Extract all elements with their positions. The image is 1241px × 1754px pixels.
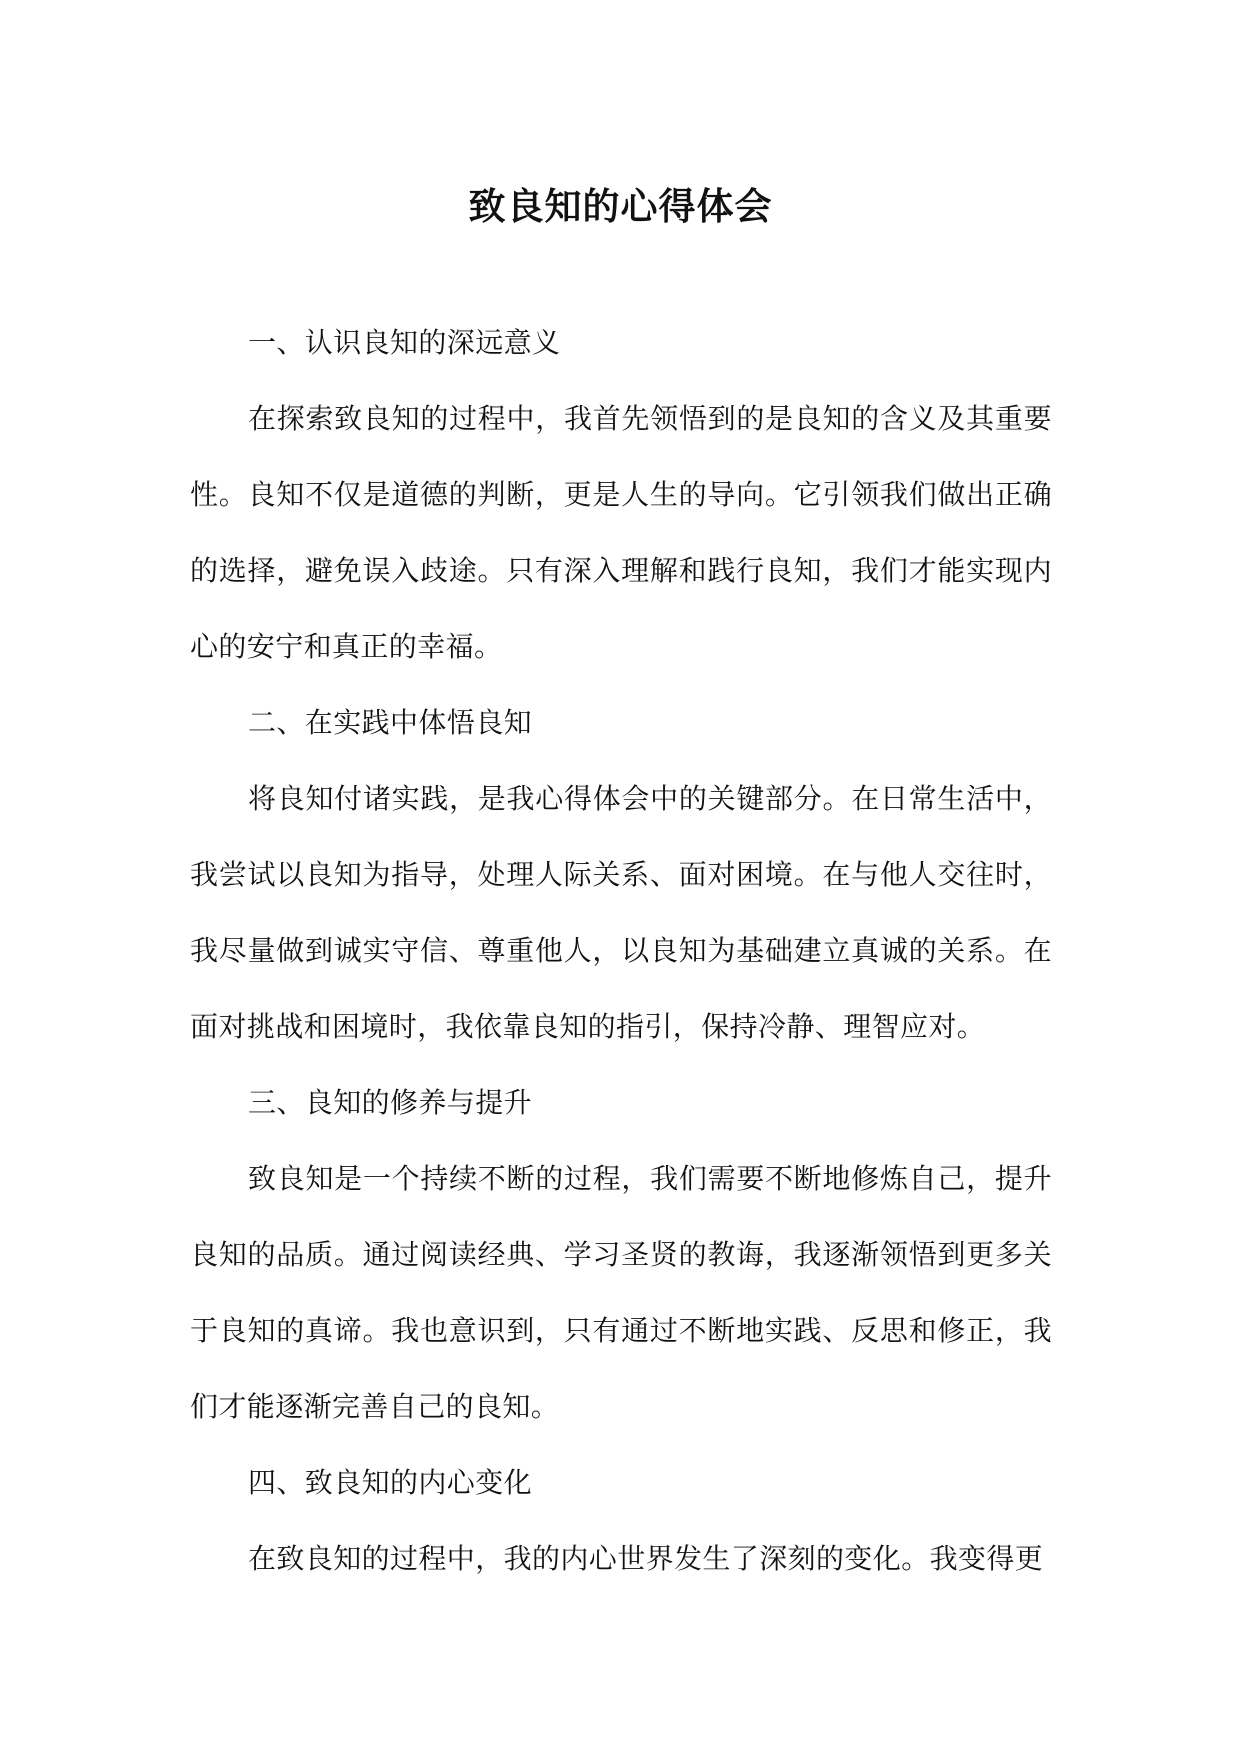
section-heading-1: 一、认识良知的深远意义 [248,326,561,359]
document-title: 致良知的心得体会 [468,185,773,228]
section-heading-4: 四、致良知的内心变化 [248,1466,533,1499]
section-paragraph-1: 在探索致良知的过程中，我首先领悟到的是良知的含义及其重要性。良知不仅是道德的判断，更是人生的导向。它引领我们做出正确的选择，避免误入歧途。只有深入理解和践行良知，我们才能实现内心的安宁和真正的幸福。 [190,402,1052,663]
section-heading-2: 二、在实践中体悟良知 [248,706,533,739]
section-heading-3: 三、良知的修养与提升 [248,1086,533,1119]
section-paragraph-3: 致良知是一个持续不断的过程，我们需要不断地修炼自己，提升良知的品质。通过阅读经典、学习圣贤的教诲，我逐渐领悟到更多关于良知的真谛。我也意识到，只有通过不断地实践、反思和修正，我们才能逐渐完善自己的良知。 [190,1162,1052,1423]
section-paragraph-4: 在致良知的过程中，我的内心世界发生了深刻的变化。我变得更 [248,1542,1044,1575]
document-body [190,305,1052,1597]
section-paragraph-2: 将良知付诸实践，是我心得体会中的关键部分。在日常生活中，我尝试以良知为指导，处理人际关系、面对困境。在与他人交往时，我尽量做到诚实守信、尊重他人，以良知为基础建立真诚的关系。在面对挑战和困境时，我依靠良知的指引，保持冷静、理智应对。 [190,782,1052,1043]
